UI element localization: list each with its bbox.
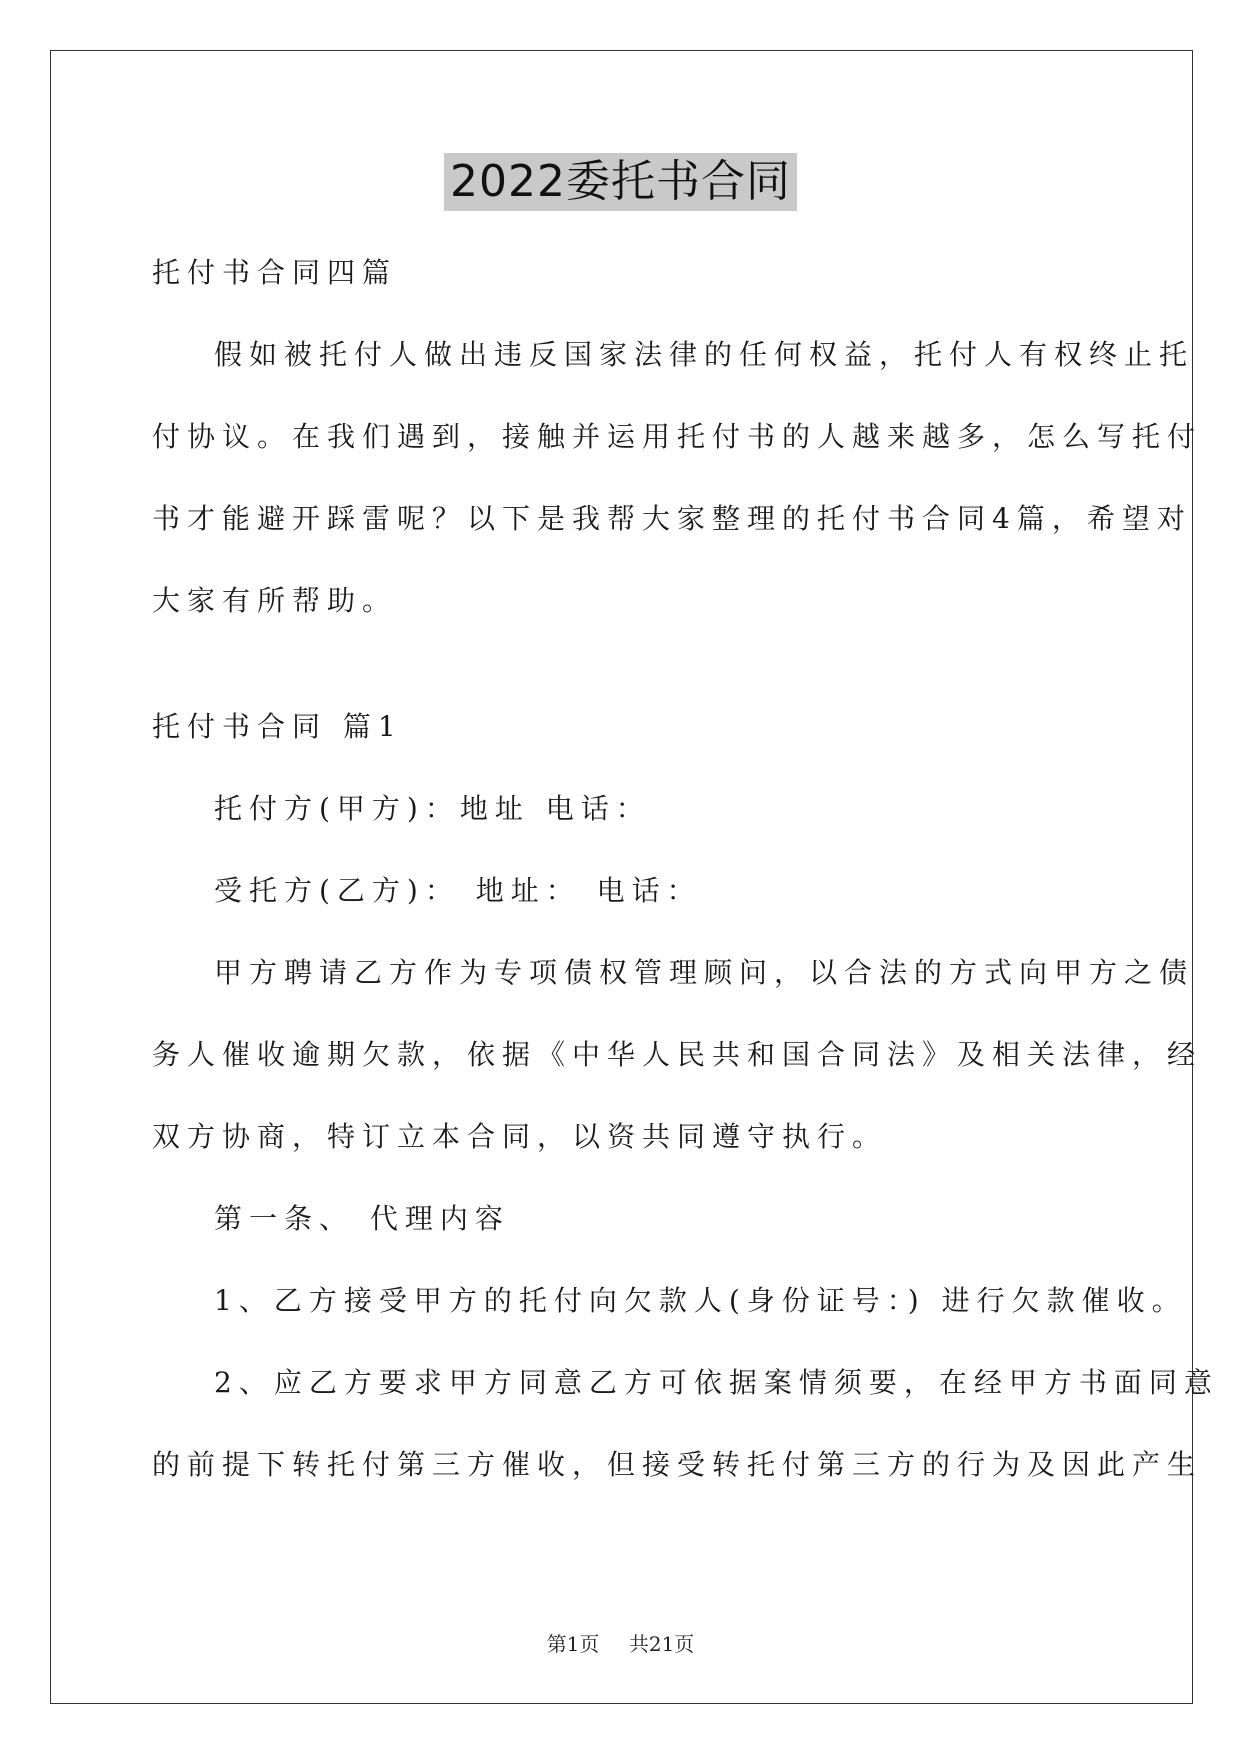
party-b-line: 受托方(乙方)： 地址： 电话： — [214, 874, 702, 907]
article-heading: 第一条、 代理内容 — [214, 1202, 510, 1235]
subtitle: 托付书合同四篇 — [152, 256, 398, 289]
body-line: 务人催收逾期欠款，依据《中华人民共和国合同法》及相关法律，经 — [152, 1038, 1203, 1071]
document-body — [152, 232, 1219, 1506]
party-a-line: 托付方(甲方)：地址 电话： — [214, 792, 651, 825]
intro-line: 假如被托付人做出违反国家法律的任何权益，托付人有权终止托 — [214, 338, 1195, 371]
intro-line: 大家有所帮助。 — [152, 584, 398, 617]
title-container — [0, 153, 1241, 211]
body-line: 甲方聘请乙方作为专项债权管理顾问，以合法的方式向甲方之债 — [214, 956, 1195, 989]
clause-item: 1、乙方接受甲方的托付向欠款人(身份证号：) 进行欠款催收。 — [214, 1284, 1187, 1317]
clause-item: 的前提下转托付第三方催收，但接受转托付第三方的行为及因此产生 — [152, 1448, 1203, 1481]
intro-line: 付协议。在我们遇到，接触并运用托付书的人越来越多，怎么写托付 — [152, 420, 1203, 453]
clause-item: 2、应乙方要求甲方同意乙方可依据案情须要，在经甲方书面同意 — [214, 1366, 1219, 1399]
document-title: 2022委托书合同 — [444, 153, 797, 211]
section-heading: 托付书合同 篇1 — [152, 710, 403, 743]
page-footer — [0, 1628, 1241, 1657]
page-total: 共21页 — [628, 1632, 695, 1656]
page-number: 第1页 — [546, 1632, 600, 1656]
intro-line: 书才能避开踩雷呢？以下是我帮大家整理的托付书合同4篇，希望对 — [152, 502, 1192, 535]
body-line: 双方协商，特订立本合同，以资共同遵守执行。 — [152, 1120, 888, 1153]
